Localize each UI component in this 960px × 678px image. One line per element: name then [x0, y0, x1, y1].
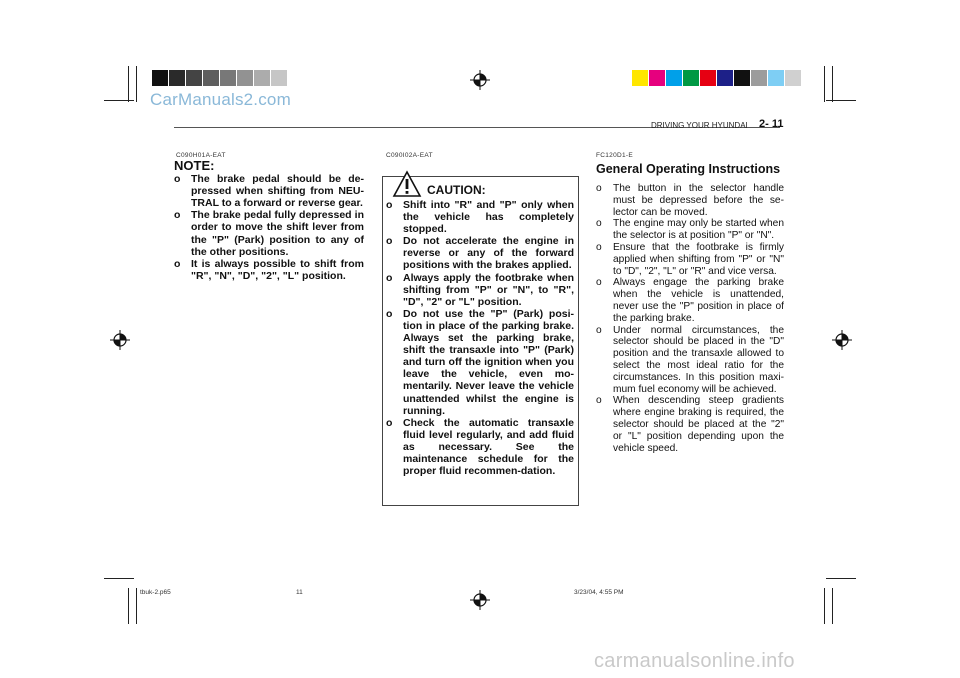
right-section-code: FC120D1-E [596, 152, 634, 159]
list-item [596, 218, 784, 242]
caution-item-text: Do not use the "P" (Park) posi-tion in place of the parking brake. Always set the parking brake, shift the transaxle into "P" (Park) and turn off the ignition when you leave the vehicle, even mo-mentarily. Never leave the vehicle unattended whilst the engine is running. [403, 307, 574, 417]
list-item [386, 308, 574, 417]
footer-file-name: tbuk-2.p65 [140, 589, 171, 596]
instruction-item-text: The button in the selector handle must be depressed before the se-lector can be moved. [613, 183, 784, 218]
list-item [386, 417, 574, 477]
watermark-carmanuals2[interactable]: CarManuals2.com [150, 90, 291, 109]
note-heading: NOTE: [174, 158, 215, 173]
middle-section-code: C090I02A-EAT [386, 152, 433, 159]
note-item-text: The brake pedal fully depressed in order to move the shift lever from the "P" (Park) position to any of the other positions. [191, 209, 364, 258]
note-section [174, 160, 364, 282]
list-item [174, 258, 364, 282]
crop-mark [824, 66, 825, 102]
crop-mark [128, 66, 129, 102]
watermark-carmanualsonline[interactable]: carmanualsonline.info [594, 650, 795, 672]
list-item [386, 235, 574, 271]
bullet-marker: o [596, 324, 602, 336]
color-swatch [649, 70, 665, 86]
bullet-marker: o [596, 277, 602, 289]
list-item [174, 173, 364, 209]
bullet-marker: o [386, 271, 393, 284]
bullet-marker: o [596, 218, 602, 230]
color-swatch [666, 70, 682, 86]
registration-target-icon [832, 330, 852, 350]
section-title: General Operating Instructions [596, 162, 781, 176]
section-header: DRIVING YOUR HYUNDAI [651, 121, 748, 130]
caution-item-text: Do not accelerate the engine in reverse or any of the forward positions with the brakes applied. [403, 235, 574, 272]
color-swatch [169, 70, 185, 86]
color-swatch [203, 70, 219, 86]
color-swatch [683, 70, 699, 86]
list-item [386, 272, 574, 308]
crop-mark [824, 588, 825, 624]
list-item [174, 209, 364, 257]
color-swatch [186, 70, 202, 86]
crop-mark [104, 100, 134, 101]
color-swatch [237, 70, 253, 86]
crop-mark [128, 588, 129, 624]
color-swatch [220, 70, 236, 86]
footer-date: 3/23/04, 4:55 PM [574, 589, 624, 596]
crop-mark [136, 588, 137, 624]
bullet-marker: o [174, 173, 181, 186]
list-item [596, 242, 784, 277]
warning-triangle-icon [392, 170, 422, 198]
instructions-section [596, 183, 784, 454]
color-swatch [271, 70, 287, 86]
footer-page-number: 11 [296, 589, 303, 596]
crop-mark [832, 588, 833, 624]
note-item-text: It is always possible to shift from "R", "N", "D", "2", "L" position. [191, 257, 364, 282]
instruction-item-text: Under normal circumstances, the selector should be placed in the "D" position and the transaxle allowed to select the most ideal ratio for the circumstances. In this position maxi-mum fuel economy will be achieved. [613, 324, 784, 395]
color-swatch [717, 70, 733, 86]
instruction-item-text: When descending steep gradients where engine braking is required, the selector should be placed at the "2" or "L" position depending upon the vehicle speed. [613, 395, 784, 454]
bullet-marker: o [596, 241, 602, 253]
registration-target-icon [470, 590, 490, 610]
note-item-text: The brake pedal should be de-pressed when shifting from NEU-TRAL to a forward or reverse gear. [191, 173, 364, 210]
list-item [386, 199, 574, 235]
left-section-code: C090H01A-EAT [176, 152, 226, 159]
list-item [596, 325, 784, 396]
color-swatch [768, 70, 784, 86]
caution-section [386, 199, 574, 477]
color-swatch [632, 70, 648, 86]
list-item [596, 183, 784, 218]
color-calibration-bar [632, 70, 802, 86]
registration-target-icon [470, 70, 490, 90]
crop-mark [136, 66, 137, 102]
bullet-marker: o [386, 235, 393, 248]
list-item [596, 395, 784, 454]
instruction-item-text: Always engage the parking brake when the vehicle is unattended, never use the "P" position in place of the parking brake. [613, 277, 784, 324]
caution-item-text: Always apply the footbrake when shifting from "P" or "N", to "R", "D", "2" or "L" position. [403, 271, 574, 308]
grayscale-calibration-bar [152, 70, 288, 86]
color-swatch [785, 70, 801, 86]
bullet-marker: o [386, 199, 393, 211]
crop-mark [826, 100, 856, 101]
bullet-marker: o [596, 183, 602, 194]
color-swatch [254, 70, 270, 86]
color-swatch [751, 70, 767, 86]
instruction-item-text: The engine may only be started when the selector is at position "P" or "N". [613, 218, 784, 242]
page-number: 2- 11 [759, 118, 784, 130]
list-item [596, 277, 784, 324]
caution-heading: CAUTION: [427, 183, 486, 197]
caution-item-text: Shift into "R" and "P" only when the vehicle has completely stopped. [403, 199, 574, 236]
bullet-marker: o [596, 395, 602, 407]
crop-mark [104, 578, 134, 579]
color-swatch [700, 70, 716, 86]
color-swatch [734, 70, 750, 86]
bullet-marker: o [174, 257, 181, 270]
bullet-marker: o [386, 416, 393, 429]
instruction-item-text: Ensure that the footbrake is firmly applied when shifting from "P" or "N" to "D", "2", "L" or "R" and vice versa. [613, 241, 784, 277]
bullet-marker: o [386, 307, 393, 320]
bullet-marker: o [174, 209, 181, 222]
crop-mark [832, 66, 833, 102]
registration-target-icon [110, 330, 130, 350]
caution-item-text: Check the automatic transaxle fluid level regularly, and add fluid as necessary. See the maintenance schedule for the proper fluid recommen-dation. [403, 416, 574, 478]
color-swatch [152, 70, 168, 86]
crop-mark [826, 578, 856, 579]
